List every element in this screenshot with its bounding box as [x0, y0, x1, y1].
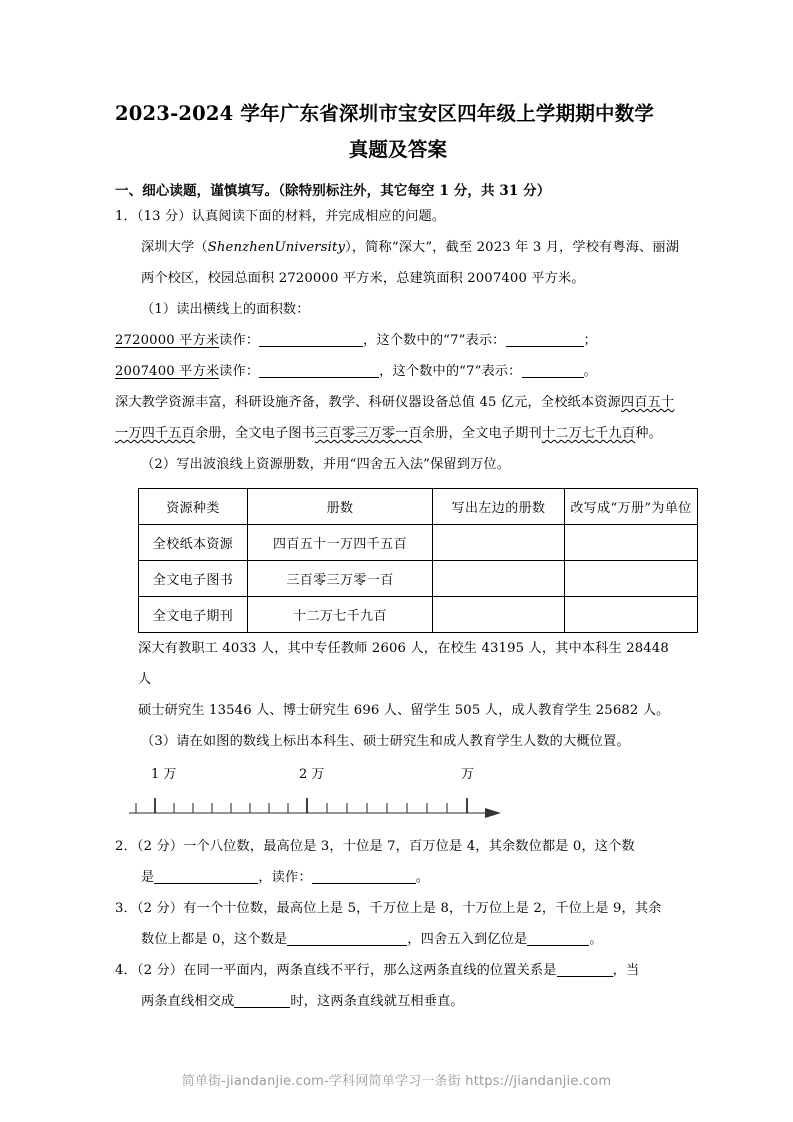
- question-1-part-2-label: （2）写出波浪线上资源册数，并用“四舍五入法”保留到万位。: [141, 457, 511, 472]
- q4-label-b: ，当: [612, 963, 640, 978]
- page-title-line-2: 真题及答案: [348, 138, 448, 161]
- table-cell-write-answer[interactable]: [433, 561, 565, 597]
- wavy-number-ebooks: 三百零三万零一百: [315, 426, 422, 441]
- table-cell-convert-answer[interactable]: [565, 561, 698, 597]
- number-line-figure: [123, 767, 681, 827]
- question-4-line-2: [115, 986, 681, 1017]
- read-tail-a: ，这个数中的“7”表示：: [363, 333, 506, 348]
- question-4-line-1: [115, 955, 681, 986]
- table-header-kind: 资源种类: [139, 489, 248, 525]
- number-line-label-3: 万: [461, 767, 475, 782]
- resource-table-wrapper: [138, 488, 692, 633]
- answer-blank-2a[interactable]: [154, 870, 258, 884]
- table-cell-kind: 全文电子图书: [139, 561, 248, 597]
- table-cell-count: 四百五十一万四千五百: [248, 525, 433, 561]
- resource-text-1: 深大教学资源丰富，科研设施齐备，教学、科研仪器设备总值 45 亿元，全校纸本资源: [115, 395, 621, 410]
- table-row: [139, 597, 698, 633]
- wavy-number-ejournals: 十二万七千九百: [541, 426, 636, 441]
- q3-label-a: 数位上都是 0，这个数是: [141, 932, 288, 947]
- q3-label-c: 。: [589, 932, 603, 947]
- answer-blank-2b[interactable]: [312, 870, 416, 884]
- q2-label-b: ，读作：: [258, 870, 312, 885]
- question-1-staff-line-1: 深大有教职工 4033 人，其中专任教师 2606 人，在校生 43195 人，其中本科生 28448 人: [138, 641, 669, 687]
- table-row: [139, 525, 698, 561]
- table-cell-write-answer[interactable]: [433, 525, 565, 561]
- question-1-part-1-label: （1）读出横线上的面积数：: [141, 302, 310, 317]
- q2-label-a: 是: [141, 870, 155, 885]
- footer-watermark: 简单街-jiandanjie.com-学科网简单学习一条街 https://jiandanjie.com: [181, 1074, 612, 1089]
- table-cell-write-answer[interactable]: [433, 597, 565, 633]
- question-2-line-1: 2．（2 分）一个八位数，最高位是 3，十位是 7，百万位是 4，其余数位都是 0，这个数: [115, 839, 635, 854]
- table-cell-convert-answer[interactable]: [565, 525, 698, 561]
- question-1-intro-line-1: [115, 232, 681, 263]
- given-number-a: 2720000 平方米: [115, 333, 220, 348]
- question-1-read-line-b: [115, 356, 681, 387]
- intro-text-b: ），简称“深大”，截至 2023 年 3 月，学校有粤海、丽湖: [345, 240, 680, 255]
- resource-table: [138, 488, 698, 633]
- q2-label-c: 。: [415, 870, 430, 885]
- q4-label-a: 4．（2 分）在同一平面内，两条直线不平行，那么这两条直线的位置关系是: [115, 963, 557, 978]
- q3-label-b: ，四舍五入到亿位是: [407, 932, 528, 947]
- answer-blank-1a[interactable]: [259, 333, 363, 347]
- table-cell-convert-answer[interactable]: [565, 597, 698, 633]
- answer-blank-1d[interactable]: [522, 364, 584, 378]
- resource-text-2: 余册，全文电子图书: [195, 426, 316, 441]
- university-english-name: ShenzhenUniversity: [207, 240, 346, 255]
- page-title-line-1: 2023-2024 学年广东省深圳市宝安区四年级上学期期中数学: [115, 102, 655, 125]
- number-line-label-2: 2 万: [299, 767, 325, 782]
- answer-blank-4b[interactable]: [234, 994, 290, 1008]
- answer-blank-1b[interactable]: [506, 333, 584, 347]
- table-cell-kind: 全文电子期刊: [139, 597, 248, 633]
- table-header-convert: 改写成“万册”为单位: [565, 489, 698, 525]
- table-header-count: 册数: [248, 489, 433, 525]
- section-heading: 一、细心读题，谨慎填写。（除特别标注外，其它每空 1 分，共 31 分）: [115, 183, 551, 199]
- given-number-b: 2007400 平方米: [115, 364, 220, 379]
- question-1-read-line-a: [115, 325, 681, 356]
- table-header-write: 写出左边的册数: [433, 489, 565, 525]
- q4-label-c: 两条直线相交成: [141, 994, 235, 1009]
- read-end-b: 。: [583, 364, 597, 379]
- question-1-stem: 1．（13 分）认真阅读下面的材料，并完成相应的问题。: [115, 209, 446, 224]
- document-content: [115, 96, 692, 1017]
- number-line-axis: [123, 791, 523, 821]
- question-1-resource-paragraph: [115, 387, 681, 449]
- question-1-intro-line-2: 两个校区，校园总面积 2720000 平方米，总建筑面积 2007400 平方米。: [141, 271, 585, 286]
- read-end-a: ；: [583, 333, 597, 348]
- wavy-number-paper-resources: 四百五十一万四千五百: [115, 395, 675, 441]
- answer-blank-3a[interactable]: [287, 932, 407, 946]
- table-cell-kind: 全校纸本资源: [139, 525, 248, 561]
- answer-blank-4a[interactable]: [557, 963, 613, 977]
- question-3-line-2: [115, 924, 681, 955]
- table-row: [139, 561, 698, 597]
- answer-blank-1c[interactable]: [259, 364, 379, 378]
- resource-text-4: 种。: [635, 426, 662, 441]
- intro-text-a: 深圳大学（: [141, 240, 208, 255]
- read-label-b: 读作：: [219, 364, 260, 379]
- table-header-row: [139, 489, 698, 525]
- question-2-line-2: [115, 862, 681, 893]
- page-title: [115, 96, 681, 168]
- question-1-staff-line-2: 硕士研究生 13546 人、博士研究生 696 人、留学生 505 人，成人教育学生 25682 人。: [138, 703, 670, 718]
- number-line-label-1: 1 万: [151, 767, 177, 782]
- question-3-line-1: 3．（2 分）有一个十位数，最高位上是 5，千万位上是 8，十万位上是 2，千位上是 9，其余: [115, 901, 662, 916]
- question-1-part-3-label: （3）请在如图的数线上标出本科生、硕士研究生和成人教育学生人数的大概位置。: [141, 734, 630, 749]
- table-cell-count: 三百零三万零一百: [248, 561, 433, 597]
- resource-text-3: 余册，全文电子期刊: [421, 426, 542, 441]
- table-cell-count: 十二万七千九百: [248, 597, 433, 633]
- answer-blank-3b[interactable]: [527, 932, 589, 946]
- read-label-a: 读作：: [219, 333, 260, 348]
- read-tail-b: ，这个数中的“7”表示：: [379, 364, 522, 379]
- q4-label-d: 时，这两条直线就互相垂直。: [290, 994, 464, 1009]
